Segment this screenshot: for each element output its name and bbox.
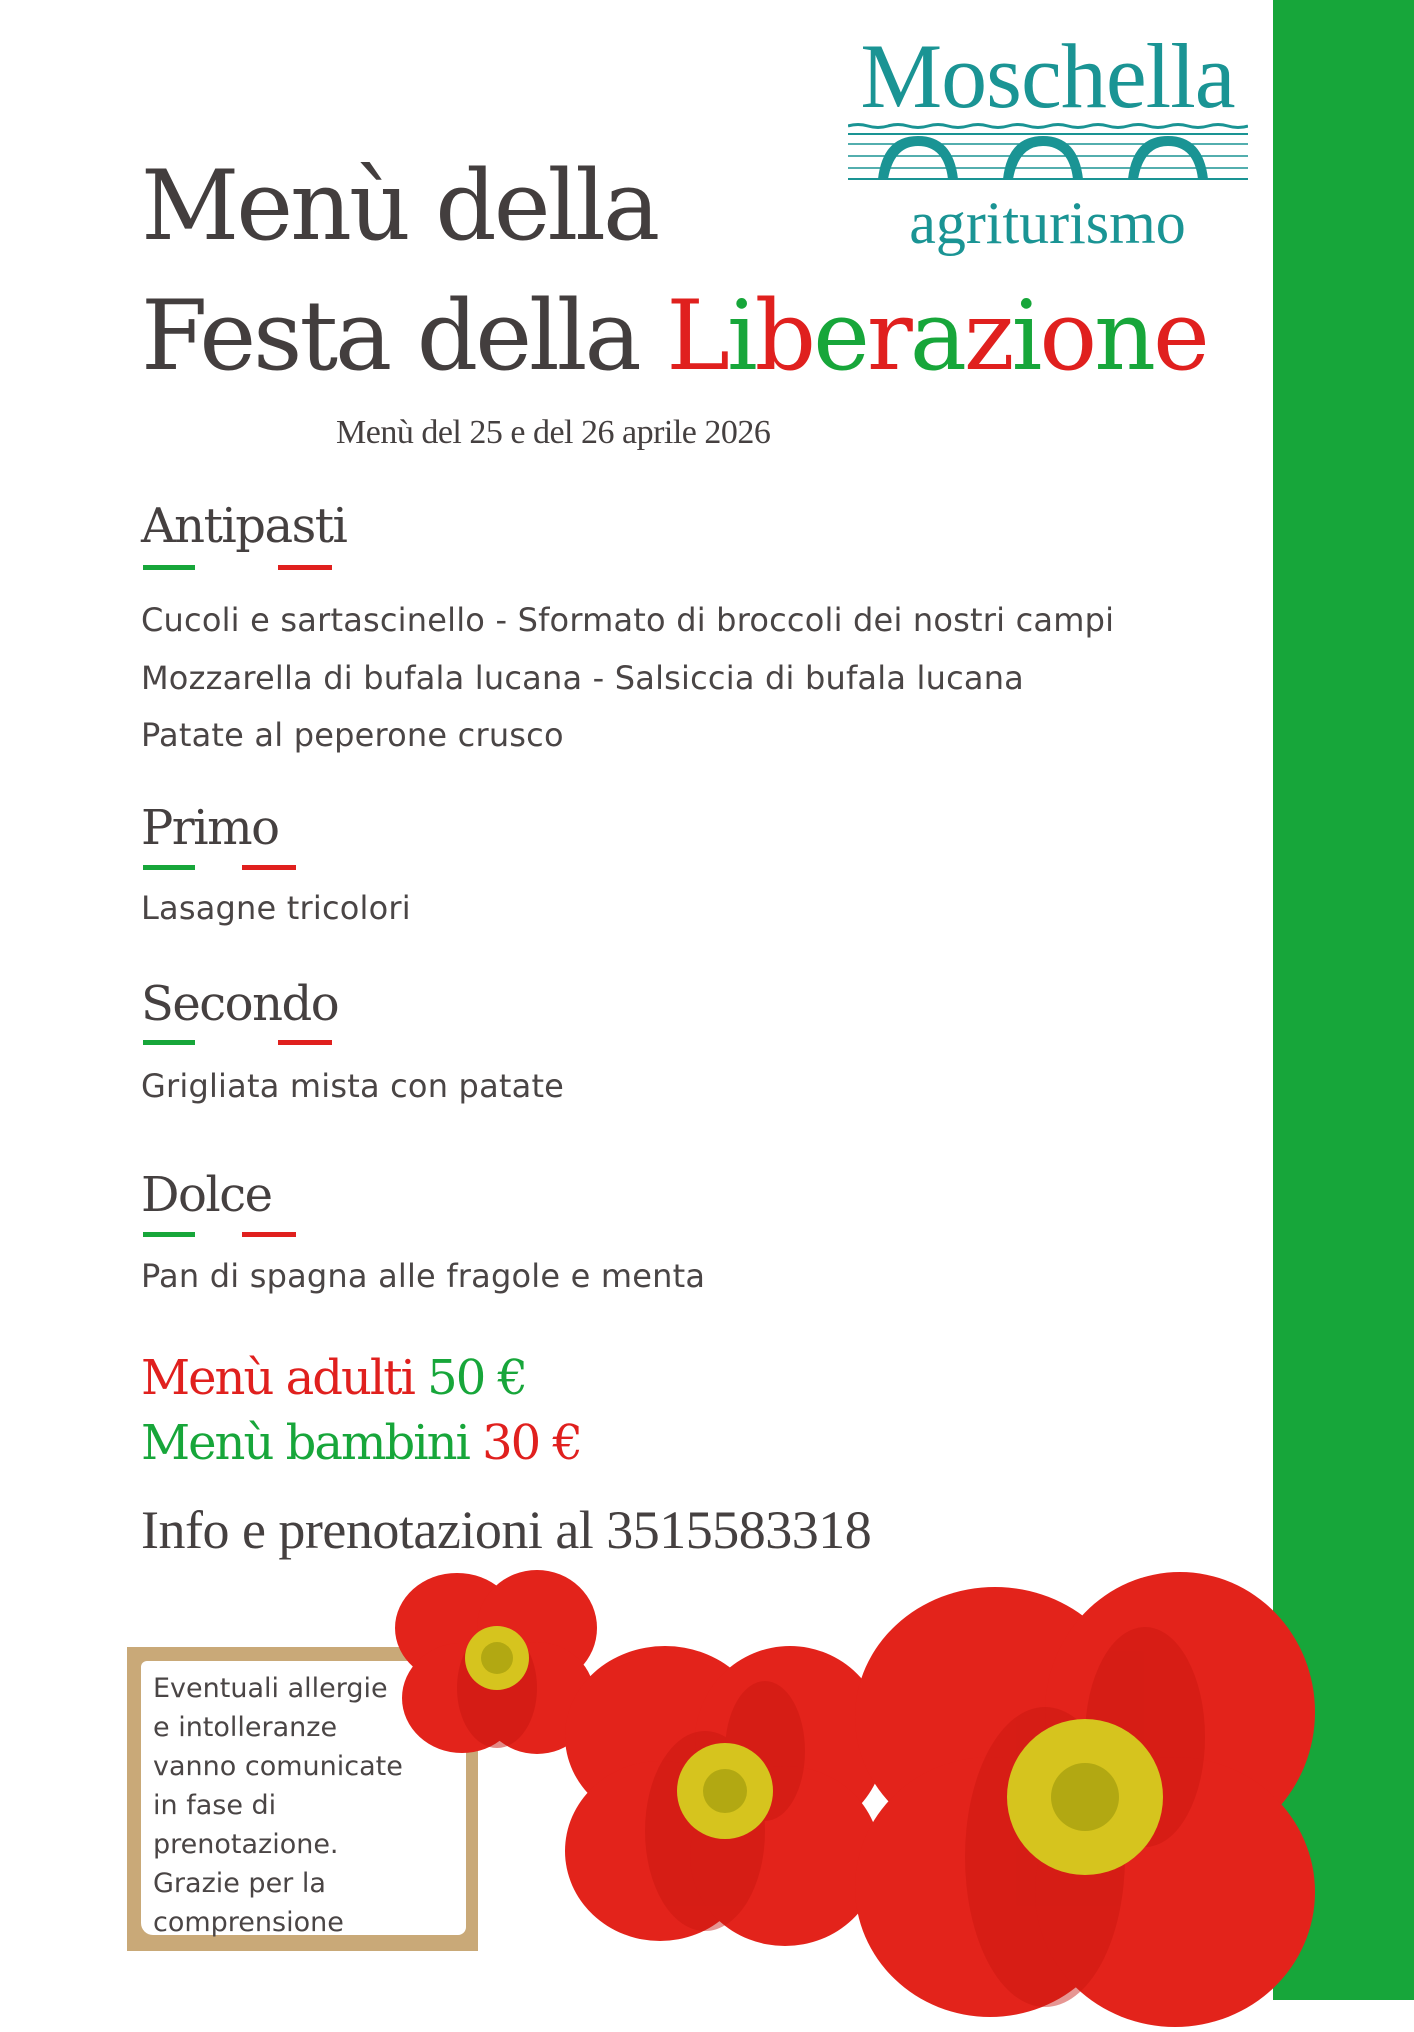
menu-item: Patate al peperone crusco: [141, 716, 564, 754]
section-heading-primo: Primo: [141, 800, 279, 856]
letter: n: [1094, 280, 1153, 392]
letter: L: [666, 280, 727, 392]
price-value: 50 €: [427, 1350, 527, 1406]
underline-green: [143, 565, 195, 570]
title-liberazione: [666, 280, 1207, 392]
underline-red: [278, 565, 332, 570]
menu-item: Mozzarella di bufala lucana - Salsiccia di bufala lucana: [141, 659, 1024, 697]
letter: z: [964, 280, 1012, 392]
underline-red: [242, 1232, 296, 1237]
title-line-2: [141, 280, 1207, 392]
price-adults: [141, 1350, 526, 1406]
note-line: vanno comunicate: [153, 1751, 403, 1782]
booking-info: Info e prenotazioni al 3515583318: [141, 1500, 872, 1560]
menu-item: Cucoli e sartascinello - Sformato di broccoli dei nostri campi: [141, 601, 1115, 639]
note-line: comprensione: [153, 1907, 344, 1938]
menu-dates: Menù del 25 e del 26 aprile 2026: [336, 414, 771, 451]
price-label: Menù adulti: [141, 1350, 414, 1406]
menu-item: Pan di spagna alle fragole e menta: [141, 1257, 706, 1295]
poppy-flower-medium-icon: [565, 1633, 885, 1949]
underline-green: [143, 865, 195, 870]
logo: [845, 25, 1250, 270]
note-line: prenotazione.: [153, 1829, 339, 1860]
title-line-1: Menù della: [141, 150, 658, 262]
price-label: Menù bambini: [141, 1415, 469, 1471]
letter: e: [1152, 280, 1207, 392]
logo-name: Moschella: [860, 25, 1235, 127]
logo-subtitle: agriturismo: [909, 190, 1186, 256]
menu-item: Grigliata mista con patate: [141, 1067, 565, 1105]
note-line: Eventuali allergie: [153, 1673, 388, 1704]
poppy-flower-large-icon: [855, 1562, 1315, 2032]
section-heading-antipasti: Antipasti: [141, 498, 347, 554]
letter: a: [909, 280, 965, 392]
underline-red: [242, 865, 296, 870]
menu-item: Lasagne tricolori: [141, 889, 411, 927]
letter: b: [754, 280, 814, 392]
underline-red: [278, 1040, 332, 1045]
letter: e: [813, 280, 867, 392]
price-kids: [141, 1415, 581, 1471]
price-value: 30 €: [482, 1415, 581, 1471]
note-line: Grazie per la: [153, 1868, 326, 1899]
title-prefix: Festa della: [141, 280, 639, 392]
letter: i: [1011, 280, 1040, 392]
note-line: in fase di: [153, 1790, 277, 1821]
note-line: e intolleranze: [153, 1712, 338, 1743]
section-heading-secondo: Secondo: [141, 976, 339, 1032]
letter: r: [866, 280, 910, 392]
underline-green: [143, 1040, 195, 1045]
bridge-arches-icon: [848, 122, 1248, 182]
underline-green: [143, 1232, 195, 1237]
letter: o: [1039, 280, 1095, 392]
section-heading-dolce: Dolce: [141, 1167, 272, 1223]
letter: i: [726, 280, 755, 392]
